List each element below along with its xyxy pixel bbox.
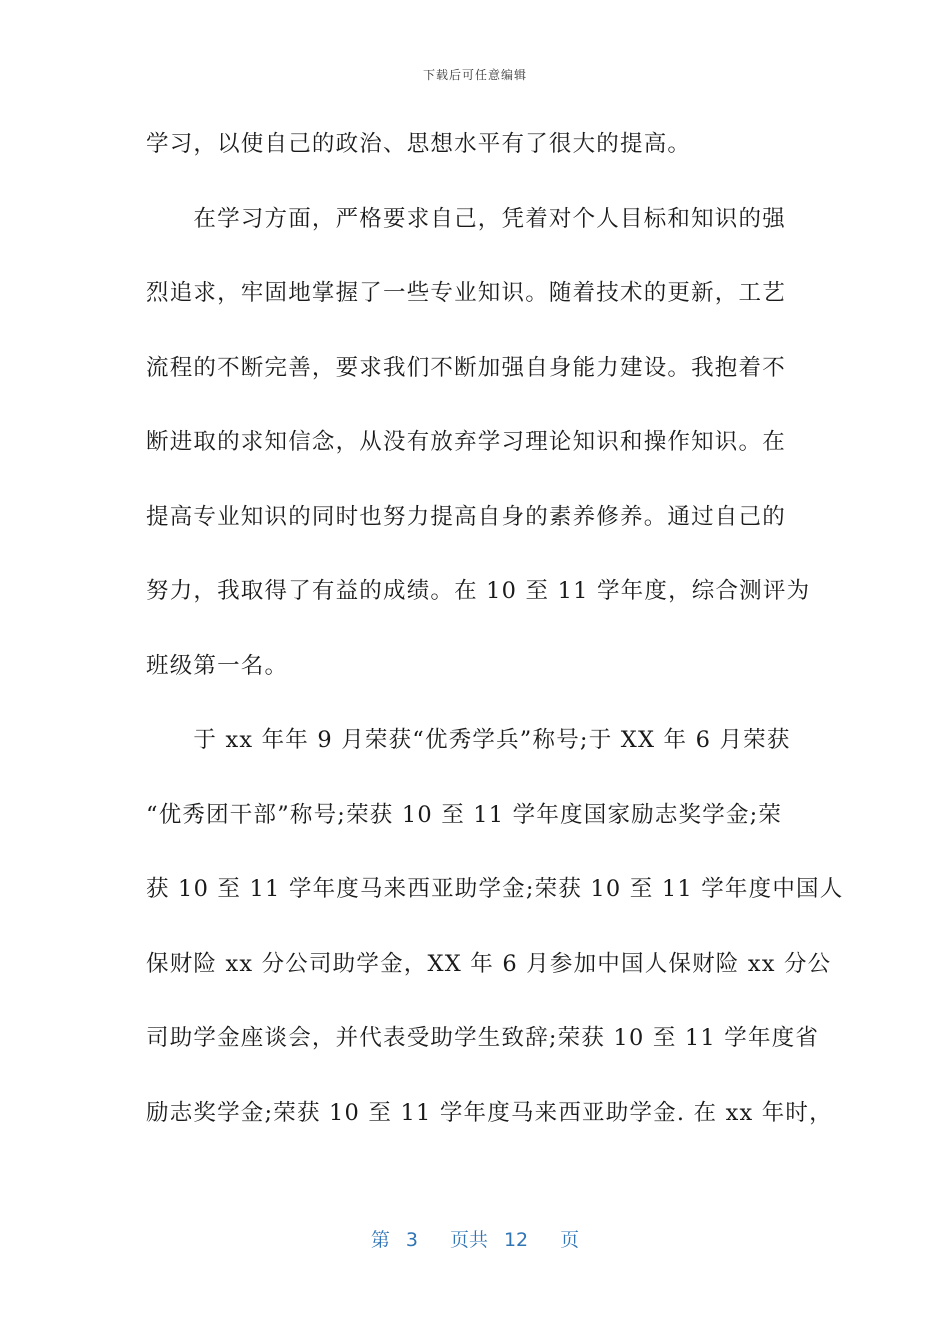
text-line: 努力，我取得了有益的成绩。在 10 至 11 学年度，综合测评为 <box>146 578 811 604</box>
text-line: 保财险 xx 分公司助学金，XX 年 6 月参加中国人保财险 xx 分公 <box>146 950 832 977</box>
text-line: 流程的不断完善，要求我们不断加强自身能力建设。我抱着不 <box>146 354 786 381</box>
text-line: 提高专业知识的同时也努力提高自身的素养修养。通过自己的 <box>146 503 786 530</box>
current-page-number: 3 <box>405 1229 418 1251</box>
text-line: 烈追求，牢固地掌握了一些专业知识。随着技术的更新，工艺 <box>146 280 786 306</box>
body-text <box>146 112 844 1155</box>
page-label-mid: 页共 <box>449 1229 488 1251</box>
page-label-prefix: 第 <box>370 1229 390 1251</box>
page-footer <box>0 1225 950 1252</box>
text-line: 班级第一名。 <box>146 652 289 679</box>
text-line: “优秀团干部”称号;荣获 10 至 11 学年度国家励志奖学金;荣 <box>146 801 783 828</box>
page-label-suffix: 页 <box>560 1229 580 1251</box>
header-note: 下载后可任意编辑 <box>422 68 527 82</box>
text-line: 断进取的求知信念，从没有放弃学习理论知识和操作知识。在 <box>146 429 786 455</box>
text-line: 获 10 至 11 学年度马来西亚助学金;荣获 10 至 11 学年度中国人 <box>146 876 844 902</box>
text-line: 励志奖学金;荣获 10 至 11 学年度马来西亚助学金. 在 xx 年时， <box>146 1099 833 1126</box>
text-line: 司助学金座谈会，并代表受助学生致辞;荣获 10 至 11 学年度省 <box>146 1025 820 1051</box>
total-pages-number: 12 <box>503 1229 529 1251</box>
text-line: 在学习方面，严格要求自己，凭着对个人目标和知识的强 <box>146 205 786 232</box>
text-line: 学习，以使自己的政治、思想水平有了很大的提高。 <box>146 131 692 157</box>
text-line: 于 xx 年年 9 月荣获“优秀学兵”称号;于 XX 年 6 月荣获 <box>146 727 791 753</box>
